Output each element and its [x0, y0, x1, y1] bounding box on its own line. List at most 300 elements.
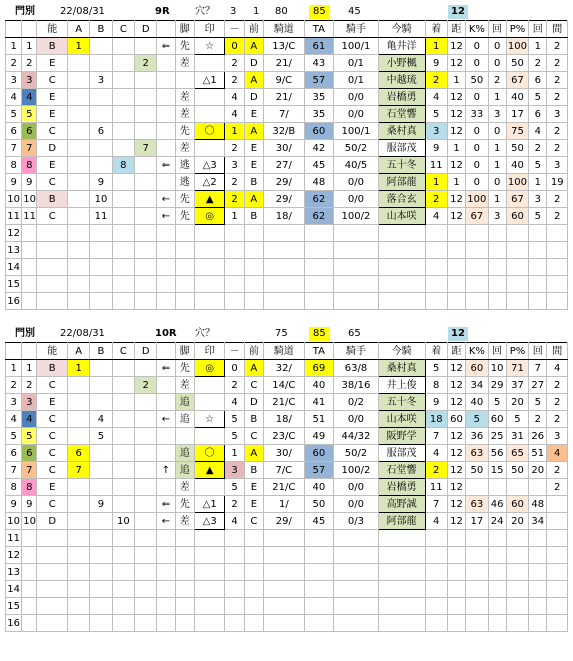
p-percent-cell: 50 [506, 55, 528, 72]
k-percent-cell: 63 [466, 445, 488, 462]
col-ta: TA [304, 21, 333, 38]
dash-cell: 2 [225, 496, 244, 513]
mark-cell: 〇 [194, 445, 224, 462]
p-percent-cell [506, 598, 528, 615]
p-percent-cell [506, 530, 528, 547]
mark-cell [194, 293, 224, 310]
jockey-cell: 63/8 [334, 360, 379, 377]
col-a: A [67, 343, 89, 360]
mark-cell: ☆ [194, 411, 224, 428]
interval-cell: 4 [547, 445, 568, 462]
kai-2-cell: 34 [529, 513, 547, 530]
front-cell: E [244, 140, 263, 157]
distance-cell: 1 [447, 174, 465, 191]
kido-cell: 13/C [264, 38, 305, 55]
venue-label: 門別 [15, 6, 35, 17]
interval-cell: 2 [547, 462, 568, 479]
kai-cell: 3 [488, 208, 506, 225]
row-number-cell: 7 [6, 462, 22, 479]
distance-cell [447, 293, 465, 310]
ta-cell [304, 564, 333, 581]
col-distance: 距 [447, 343, 465, 360]
jockey-cell: 0/0 [334, 174, 379, 191]
p-percent-cell: 17 [506, 106, 528, 123]
c-cell: 8 [112, 157, 134, 174]
finish-cell: 11 [425, 157, 447, 174]
dash-cell: 4 [225, 89, 244, 106]
current-jockey-cell: 服部茂 [378, 445, 425, 462]
gate-cell [22, 276, 37, 293]
race-date: 22/08/31 [60, 328, 105, 339]
d-cell [135, 276, 157, 293]
ana-label: 穴？ [195, 6, 215, 17]
gate-cell: 10 [22, 513, 37, 530]
ta-cell: 51 [304, 411, 333, 428]
ta-cell: 57 [304, 462, 333, 479]
style-cell: 追 [175, 411, 194, 428]
interval-cell: 2 [547, 191, 568, 208]
ta-cell: 61 [304, 38, 333, 55]
b-cell [90, 225, 112, 242]
col-jockey: 騎手 [334, 343, 379, 360]
kai-cell: 1 [488, 157, 506, 174]
style-cell: 先 [175, 360, 194, 377]
k-percent-cell: 0 [466, 55, 488, 72]
gate-cell [22, 564, 37, 581]
col-b: B [90, 343, 112, 360]
distance-cell: 12 [447, 479, 465, 496]
kido-cell: 29/ [264, 191, 305, 208]
a-cell [67, 174, 89, 191]
k-percent-cell: 0 [466, 38, 488, 55]
a-cell [67, 394, 89, 411]
b-cell [90, 615, 112, 632]
mark-cell: ◎ [194, 360, 224, 377]
d-cell [135, 581, 157, 598]
race-date: 22/08/31 [60, 6, 105, 17]
row-number-cell: 16 [6, 615, 22, 632]
kai-cell: 1 [488, 89, 506, 106]
kido-cell [264, 598, 305, 615]
d-cell [135, 360, 157, 377]
b-cell [90, 55, 112, 72]
k-percent-cell: 50 [466, 72, 488, 89]
distance-cell: 1 [447, 72, 465, 89]
front-cell: A [244, 123, 263, 140]
jockey-cell: 0/0 [334, 191, 379, 208]
race-header [5, 4, 568, 20]
table-row [6, 225, 568, 242]
kai-2-cell: 5 [529, 394, 547, 411]
finish-cell [425, 547, 447, 564]
dash-cell: 4 [225, 106, 244, 123]
d-cell [135, 89, 157, 106]
row-number-cell: 9 [6, 496, 22, 513]
table-row [6, 462, 568, 479]
finish-cell: 9 [425, 394, 447, 411]
b-cell: 6 [90, 123, 112, 140]
gate-cell [22, 581, 37, 598]
race-10r-sheet [5, 326, 568, 632]
c-cell [112, 530, 134, 547]
finish-cell [425, 242, 447, 259]
jockey-cell: 50/2 [334, 140, 379, 157]
interval-cell: 19 [547, 174, 568, 191]
b-cell [90, 276, 112, 293]
current-jockey-cell [378, 293, 425, 310]
b-cell [90, 242, 112, 259]
mark-cell [194, 479, 224, 496]
c-cell [112, 89, 134, 106]
col-kai-2: 回 [529, 343, 547, 360]
a-cell: 1 [67, 360, 89, 377]
ability-cell: E [37, 89, 67, 106]
k-percent-cell: 40 [466, 394, 488, 411]
k-percent-cell: 0 [466, 89, 488, 106]
style-cell: 差 [175, 513, 194, 530]
interval-cell [547, 598, 568, 615]
distance-cell [447, 276, 465, 293]
d-cell [135, 106, 157, 123]
table-row [6, 360, 568, 377]
c-cell [112, 293, 134, 310]
col-d: D [135, 21, 157, 38]
arrow-cell [157, 394, 175, 411]
interval-cell [547, 547, 568, 564]
interval-cell: 2 [547, 123, 568, 140]
table-row [6, 191, 568, 208]
arrow-cell [157, 530, 175, 547]
a-cell [67, 208, 89, 225]
distance-cell: 12 [447, 38, 465, 55]
ability-cell: E [37, 479, 67, 496]
kai-cell: 0 [488, 174, 506, 191]
b-cell: 11 [90, 208, 112, 225]
style-cell: 追 [175, 445, 194, 462]
arrow-cell: ⇐ [157, 38, 175, 55]
d-cell [135, 445, 157, 462]
ability-cell [37, 564, 67, 581]
b-cell: 5 [90, 428, 112, 445]
c-cell [112, 411, 134, 428]
ta-cell: 43 [304, 55, 333, 72]
b-cell [90, 106, 112, 123]
c-cell [112, 38, 134, 55]
k-percent-cell: 67 [466, 208, 488, 225]
table-row [6, 89, 568, 106]
k-percent-cell: 63 [466, 496, 488, 513]
ability-cell [37, 276, 67, 293]
jockey-cell: 0/2 [334, 394, 379, 411]
arrow-cell [157, 564, 175, 581]
a-cell [67, 72, 89, 89]
p-percent-cell [506, 564, 528, 581]
c-cell [112, 547, 134, 564]
c-cell [112, 276, 134, 293]
arrow-cell [157, 293, 175, 310]
jockey-cell: 100/1 [334, 123, 379, 140]
col-gate [22, 343, 37, 360]
arrow-cell [157, 581, 175, 598]
arrow-cell: ⇐ [157, 157, 175, 174]
style-cell [175, 428, 194, 445]
finish-cell: 8 [425, 377, 447, 394]
gate-cell: 2 [22, 55, 37, 72]
a-cell: 1 [67, 38, 89, 55]
kido-cell: 18/ [264, 208, 305, 225]
b-cell [90, 479, 112, 496]
distance-cell: 12 [447, 360, 465, 377]
gate-cell: 8 [22, 479, 37, 496]
ability-cell: C [37, 208, 67, 225]
race-9r-sheet [5, 4, 568, 310]
mark-cell [194, 547, 224, 564]
kai-cell: 25 [488, 428, 506, 445]
header-value-1: 3 [230, 6, 237, 17]
current-jockey-cell [378, 225, 425, 242]
front-cell: D [244, 89, 263, 106]
arrow-cell: ← [157, 208, 175, 225]
finish-cell: 2 [425, 462, 447, 479]
gate-cell [22, 293, 37, 310]
front-cell: A [244, 38, 263, 55]
distance-cell: 12 [447, 513, 465, 530]
table-row [6, 276, 568, 293]
b-cell [90, 581, 112, 598]
finish-cell: 1 [425, 174, 447, 191]
c-cell [112, 445, 134, 462]
mark-cell: 〇 [194, 123, 224, 140]
current-jockey-cell: 桑村真 [378, 360, 425, 377]
kai-2-cell: 20 [529, 462, 547, 479]
table-row [6, 479, 568, 496]
jockey-cell: 44/32 [334, 428, 379, 445]
front-cell: B [244, 411, 263, 428]
c-cell [112, 174, 134, 191]
current-jockey-cell: 岩橋勇 [378, 479, 425, 496]
ta-cell: 62 [304, 208, 333, 225]
front-cell: A [244, 360, 263, 377]
a-cell: 6 [67, 445, 89, 462]
kai-2-cell [529, 581, 547, 598]
col-mark: 印 [194, 21, 224, 38]
c-cell [112, 564, 134, 581]
ta-cell [304, 615, 333, 632]
ability-cell: B [37, 360, 67, 377]
style-cell [175, 547, 194, 564]
kido-cell [264, 581, 305, 598]
kido-cell: 21/C [264, 394, 305, 411]
b-cell: 10 [90, 191, 112, 208]
style-cell: 差 [175, 89, 194, 106]
b-cell: 9 [90, 496, 112, 513]
p-percent-cell [506, 547, 528, 564]
col-finish: 着 [425, 343, 447, 360]
dash-cell [225, 598, 244, 615]
mark-cell [194, 394, 224, 411]
kido-cell [264, 293, 305, 310]
a-cell [67, 140, 89, 157]
kai-cell [488, 615, 506, 632]
jockey-cell: 100/2 [334, 208, 379, 225]
finish-cell [425, 581, 447, 598]
distance-cell: 12 [447, 157, 465, 174]
ta-cell [304, 259, 333, 276]
table-row [6, 157, 568, 174]
gate-cell: 7 [22, 140, 37, 157]
mark-cell [194, 598, 224, 615]
table-row [6, 38, 568, 55]
header-value-3: 75 [275, 328, 288, 339]
p-percent-cell: 71 [506, 360, 528, 377]
current-jockey-cell [378, 615, 425, 632]
front-cell: E [244, 479, 263, 496]
gate-cell: 5 [22, 428, 37, 445]
k-percent-cell [466, 598, 488, 615]
kido-cell: 30/ [264, 140, 305, 157]
col-c: C [112, 21, 134, 38]
mark-cell [194, 242, 224, 259]
arrow-cell [157, 276, 175, 293]
front-cell: E [244, 106, 263, 123]
d-cell: 2 [135, 55, 157, 72]
col-jockey: 騎手 [334, 21, 379, 38]
gate-cell: 9 [22, 496, 37, 513]
interval-cell: 2 [547, 55, 568, 72]
ability-cell [37, 293, 67, 310]
interval-cell: 4 [547, 360, 568, 377]
ta-cell: 35 [304, 106, 333, 123]
col-b: B [90, 21, 112, 38]
style-cell [175, 276, 194, 293]
front-cell: B [244, 174, 263, 191]
jockey-cell [334, 293, 379, 310]
interval-cell: 2 [547, 38, 568, 55]
mark-cell: △3 [194, 157, 224, 174]
front-cell [244, 225, 263, 242]
arrow-cell [157, 140, 175, 157]
c-cell [112, 191, 134, 208]
p-percent-cell [506, 293, 528, 310]
kido-cell: 30/ [264, 445, 305, 462]
current-jockey-cell [378, 276, 425, 293]
row-number-cell: 12 [6, 225, 22, 242]
c-cell [112, 598, 134, 615]
current-jockey-cell: 阪野学 [378, 428, 425, 445]
row-number-cell: 10 [6, 191, 22, 208]
front-cell: B [244, 462, 263, 479]
a-cell [67, 411, 89, 428]
d-cell [135, 157, 157, 174]
current-jockey-cell: 高野誠 [378, 496, 425, 513]
finish-cell: 2 [425, 72, 447, 89]
ta-cell: 48 [304, 174, 333, 191]
kai-2-cell: 5 [529, 157, 547, 174]
dash-cell: 2 [225, 174, 244, 191]
mark-cell [194, 530, 224, 547]
ability-cell: C [37, 411, 67, 428]
c-cell [112, 123, 134, 140]
a-cell [67, 259, 89, 276]
arrow-cell: ⇐ [157, 360, 175, 377]
gate-cell: 8 [22, 157, 37, 174]
dash-cell: 3 [225, 462, 244, 479]
arrow-cell [157, 225, 175, 242]
p-percent-cell [506, 259, 528, 276]
ability-cell: E [37, 106, 67, 123]
gate-cell: 4 [22, 411, 37, 428]
style-cell [175, 615, 194, 632]
front-cell [244, 598, 263, 615]
kai-2-cell [529, 598, 547, 615]
ta-cell [304, 293, 333, 310]
table-row [6, 72, 568, 89]
mark-cell [194, 615, 224, 632]
style-cell [175, 242, 194, 259]
mark-cell [194, 106, 224, 123]
ta-cell: 57 [304, 72, 333, 89]
front-cell: B [244, 208, 263, 225]
row-number-cell: 1 [6, 360, 22, 377]
jockey-cell [334, 225, 379, 242]
row-number-cell: 8 [6, 157, 22, 174]
b-cell [90, 259, 112, 276]
ability-cell [37, 242, 67, 259]
col-p-percent: P% [506, 21, 528, 38]
b-cell [90, 445, 112, 462]
distance-cell [447, 598, 465, 615]
interval-cell [547, 242, 568, 259]
b-cell [90, 564, 112, 581]
d-cell [135, 513, 157, 530]
interval-cell: 2 [547, 377, 568, 394]
p-percent-cell [506, 276, 528, 293]
kido-cell [264, 276, 305, 293]
mark-cell [194, 564, 224, 581]
kai-cell: 10 [488, 360, 506, 377]
current-jockey-cell: 阿部龍 [378, 513, 425, 530]
row-number-cell: 6 [6, 445, 22, 462]
arrow-cell: ↑ [157, 462, 175, 479]
table-row [6, 394, 568, 411]
col-dash: － [225, 21, 244, 38]
header-distance: 12 [448, 327, 468, 341]
kido-cell: 21/ [264, 89, 305, 106]
dash-cell [225, 293, 244, 310]
dash-cell: 0 [225, 360, 244, 377]
row-number-cell: 3 [6, 72, 22, 89]
arrow-cell [157, 242, 175, 259]
dash-cell [225, 259, 244, 276]
arrow-cell: ← [157, 513, 175, 530]
front-cell: C [244, 377, 263, 394]
race-header [5, 326, 568, 342]
header-value-4: 45 [348, 6, 361, 17]
kai-cell [488, 242, 506, 259]
k-percent-cell [466, 242, 488, 259]
interval-cell [547, 615, 568, 632]
b-cell [90, 157, 112, 174]
c-cell [112, 394, 134, 411]
arrow-cell [157, 106, 175, 123]
a-cell [67, 55, 89, 72]
kido-cell: 7/C [264, 462, 305, 479]
table-row [6, 547, 568, 564]
style-cell [175, 581, 194, 598]
p-percent-cell: 20 [506, 394, 528, 411]
jockey-cell: 0/0 [334, 479, 379, 496]
current-jockey-cell: 桑村真 [378, 123, 425, 140]
